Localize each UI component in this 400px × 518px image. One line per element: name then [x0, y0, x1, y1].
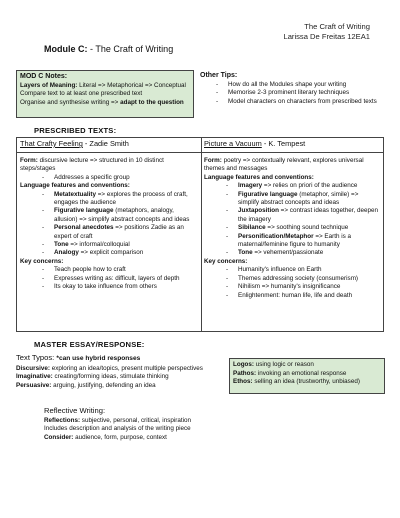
list-item: - Its okay to take influence from others — [54, 283, 198, 291]
form-line: Form: poetry => contextually relevant, explores universal themes and messages — [204, 157, 364, 173]
layers-of-meaning: Layers of Meaning: Literal => Metaphorical => Conceptual — [20, 81, 186, 89]
form-line: Form: discursive lecture => structured in 10 distinct steps/stages — [20, 157, 164, 173]
reflections-line: Reflections: subjective, personal, critical, inspiration — [44, 416, 191, 424]
other-tips — [200, 72, 390, 106]
prescribed-texts-heading: PRESCRIBED TEXTS: — [34, 126, 117, 135]
text-title-left: That Crafty Feeling - Zadie Smith — [17, 138, 201, 153]
other-tips-title: Other Tips: — [200, 72, 238, 79]
prescribed-texts-table — [16, 137, 384, 332]
list-item: - Nihilism => humanity's insignificance — [238, 283, 380, 291]
document-header — [283, 22, 370, 42]
list-item: - Model characters on characters from prescribed texts — [228, 98, 390, 107]
appeal-pathos: Pathos: invoking an emotional response — [233, 369, 347, 377]
consider-line: Consider: audience, form, purpose, context — [44, 433, 167, 441]
list-item: - Memorise 2-3 prominent literary techniques — [228, 89, 390, 98]
list-item: - Figurative language (metaphors, analogy, allusion) => simplify abstract concepts and ideas — [54, 207, 198, 224]
module-name: - The Craft of Writing — [87, 44, 174, 54]
lang-features-label: Language features and conventions: — [20, 182, 130, 190]
document-title: The Craft of Writing — [304, 22, 370, 31]
list-item: - Sibilance => soothing sound technique — [238, 224, 380, 232]
text-column-left — [17, 138, 202, 331]
list-item: - Juxtaposition => contrast ideas together, deepen the imagery — [238, 207, 380, 224]
text-type-row: Persuasive: arguing, justifying, defending an idea — [16, 381, 156, 389]
list-item: - How do all the Modules shape your writing — [228, 81, 390, 90]
text-title-right: Picture a Vacuum - K. Tempest — [201, 138, 383, 153]
lang-features-label: Language features and conventions: — [204, 173, 314, 181]
modc-notes-box — [16, 70, 194, 118]
list-item: - Tone => informal/colloquial — [54, 241, 198, 249]
module-title — [44, 44, 173, 54]
appeal-logos: Logos: using logic or reason — [233, 361, 314, 368]
text-type-row: Discursive: exploring an idea/topics, present multiple perspectives — [16, 364, 203, 372]
text-column-right — [201, 138, 383, 331]
list-item: - Analogy => explicit comparison — [54, 249, 198, 257]
list-item: - Figurative language (metaphor, simile) => simplify abstract concepts and ideas — [238, 191, 380, 208]
author-class: Larissa De Freitas 12EA1 — [283, 32, 370, 41]
list-item: - Metatextuality => explores the process of craft, engages the audience — [54, 191, 198, 208]
list-item: - Themes addressing society (consumerism) — [238, 275, 380, 283]
modc-notes-title: MOD C Notes: — [20, 73, 68, 80]
other-tips-list — [200, 81, 390, 107]
text-types-section — [16, 354, 246, 390]
list-item: - Imagery => relies on priori of the audience — [238, 182, 380, 190]
rhetorical-appeals-box — [229, 358, 385, 394]
description-line: Includes description and analysis of the writing piece — [44, 425, 191, 433]
list-item: - Enlightenment: human life, life and death — [238, 292, 380, 300]
organise-note: Organise and synthesise writing => adapt to the question — [20, 98, 184, 106]
compare-text-note: Compare text to at least one prescribed text — [20, 90, 143, 98]
list-item: - Teach people how to craft — [54, 266, 198, 274]
text-type-row: Imaginative: creating/forming ideas, stimulate thinking — [16, 373, 169, 381]
reflective-writing-section — [44, 407, 274, 442]
master-essay-heading: MASTER ESSAY/RESPONSE: — [34, 340, 145, 349]
list-item: - Addresses a specific group — [54, 174, 198, 182]
reflective-writing-title: Reflective Writing: — [44, 406, 106, 415]
list-item: - Expresses writing as: difficult, layers of depth — [54, 275, 198, 283]
text-types-title: Text Typos: *can use hybrid responses — [16, 353, 141, 362]
list-item: - Personification/Metaphor => Earth is a maternal/feminine figure to humanity — [238, 233, 380, 250]
list-item: - Tone => vehement/passionate — [238, 249, 380, 257]
list-item: - Personal anecdotes => positions Zadie as an expert of craft — [54, 224, 198, 241]
list-item: - Humanity's influence on Earth — [238, 266, 380, 274]
appeal-ethos: Ethos: selling an idea (trustworthy, unbiased) — [233, 378, 360, 386]
key-concerns-label: Key concerns: — [20, 257, 64, 265]
key-concerns-label: Key concerns: — [204, 257, 248, 265]
module-prefix: Module C: — [44, 44, 88, 54]
